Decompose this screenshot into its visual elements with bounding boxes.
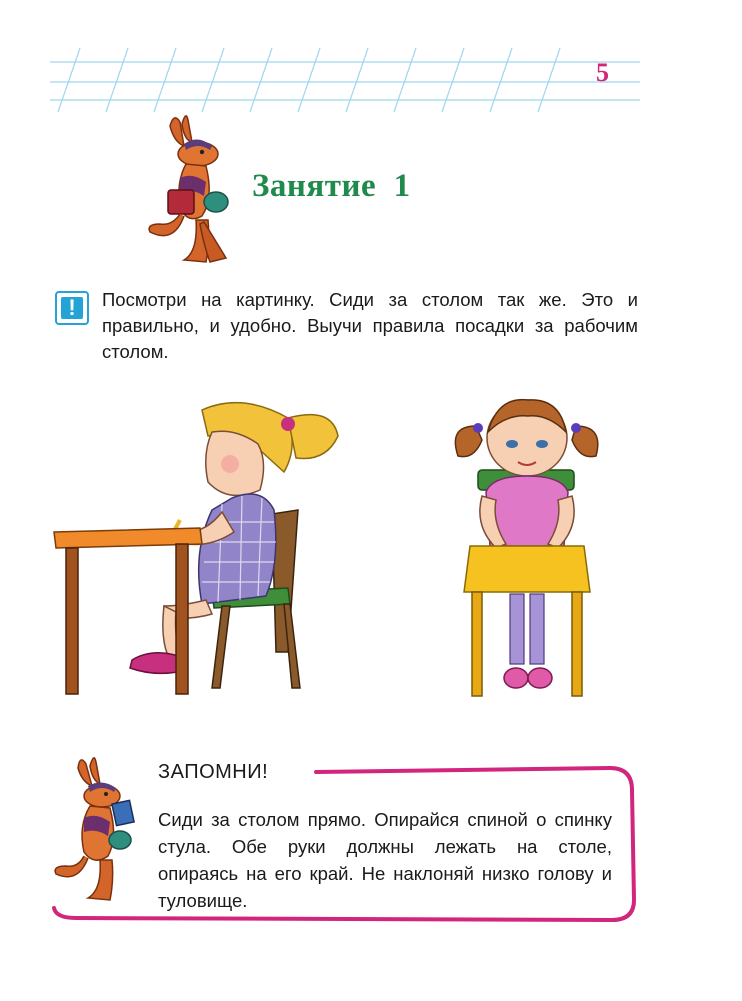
lesson-title: Занятие 1 [252, 168, 411, 204]
kangaroo-reading-icon [50, 756, 145, 906]
exclamation-symbol: ! [61, 297, 83, 319]
notebook-grid-decoration [50, 48, 640, 118]
remember-heading: ЗАПОМНИ! [158, 761, 269, 783]
girl-sitting-front-view-illustration [452, 396, 602, 706]
exclamation-icon [55, 291, 89, 325]
page-number: 5 [596, 58, 609, 87]
kangaroo-mascot-icon [140, 112, 240, 267]
remember-paragraph: Сиди за столом прямо. Опирайся спиной о спинку стула. Обе руки должны лежать на столе, опираясь на его край. Не наклоняй низко голову и туловище. [158, 809, 612, 911]
intro-paragraph: Посмотри на картинку. Сиди за столом так же. Это и правильно, и удобно. Выучи правила посадки за рабочим столом. [102, 289, 638, 362]
girl-writing-at-desk-illustration [52, 392, 352, 702]
